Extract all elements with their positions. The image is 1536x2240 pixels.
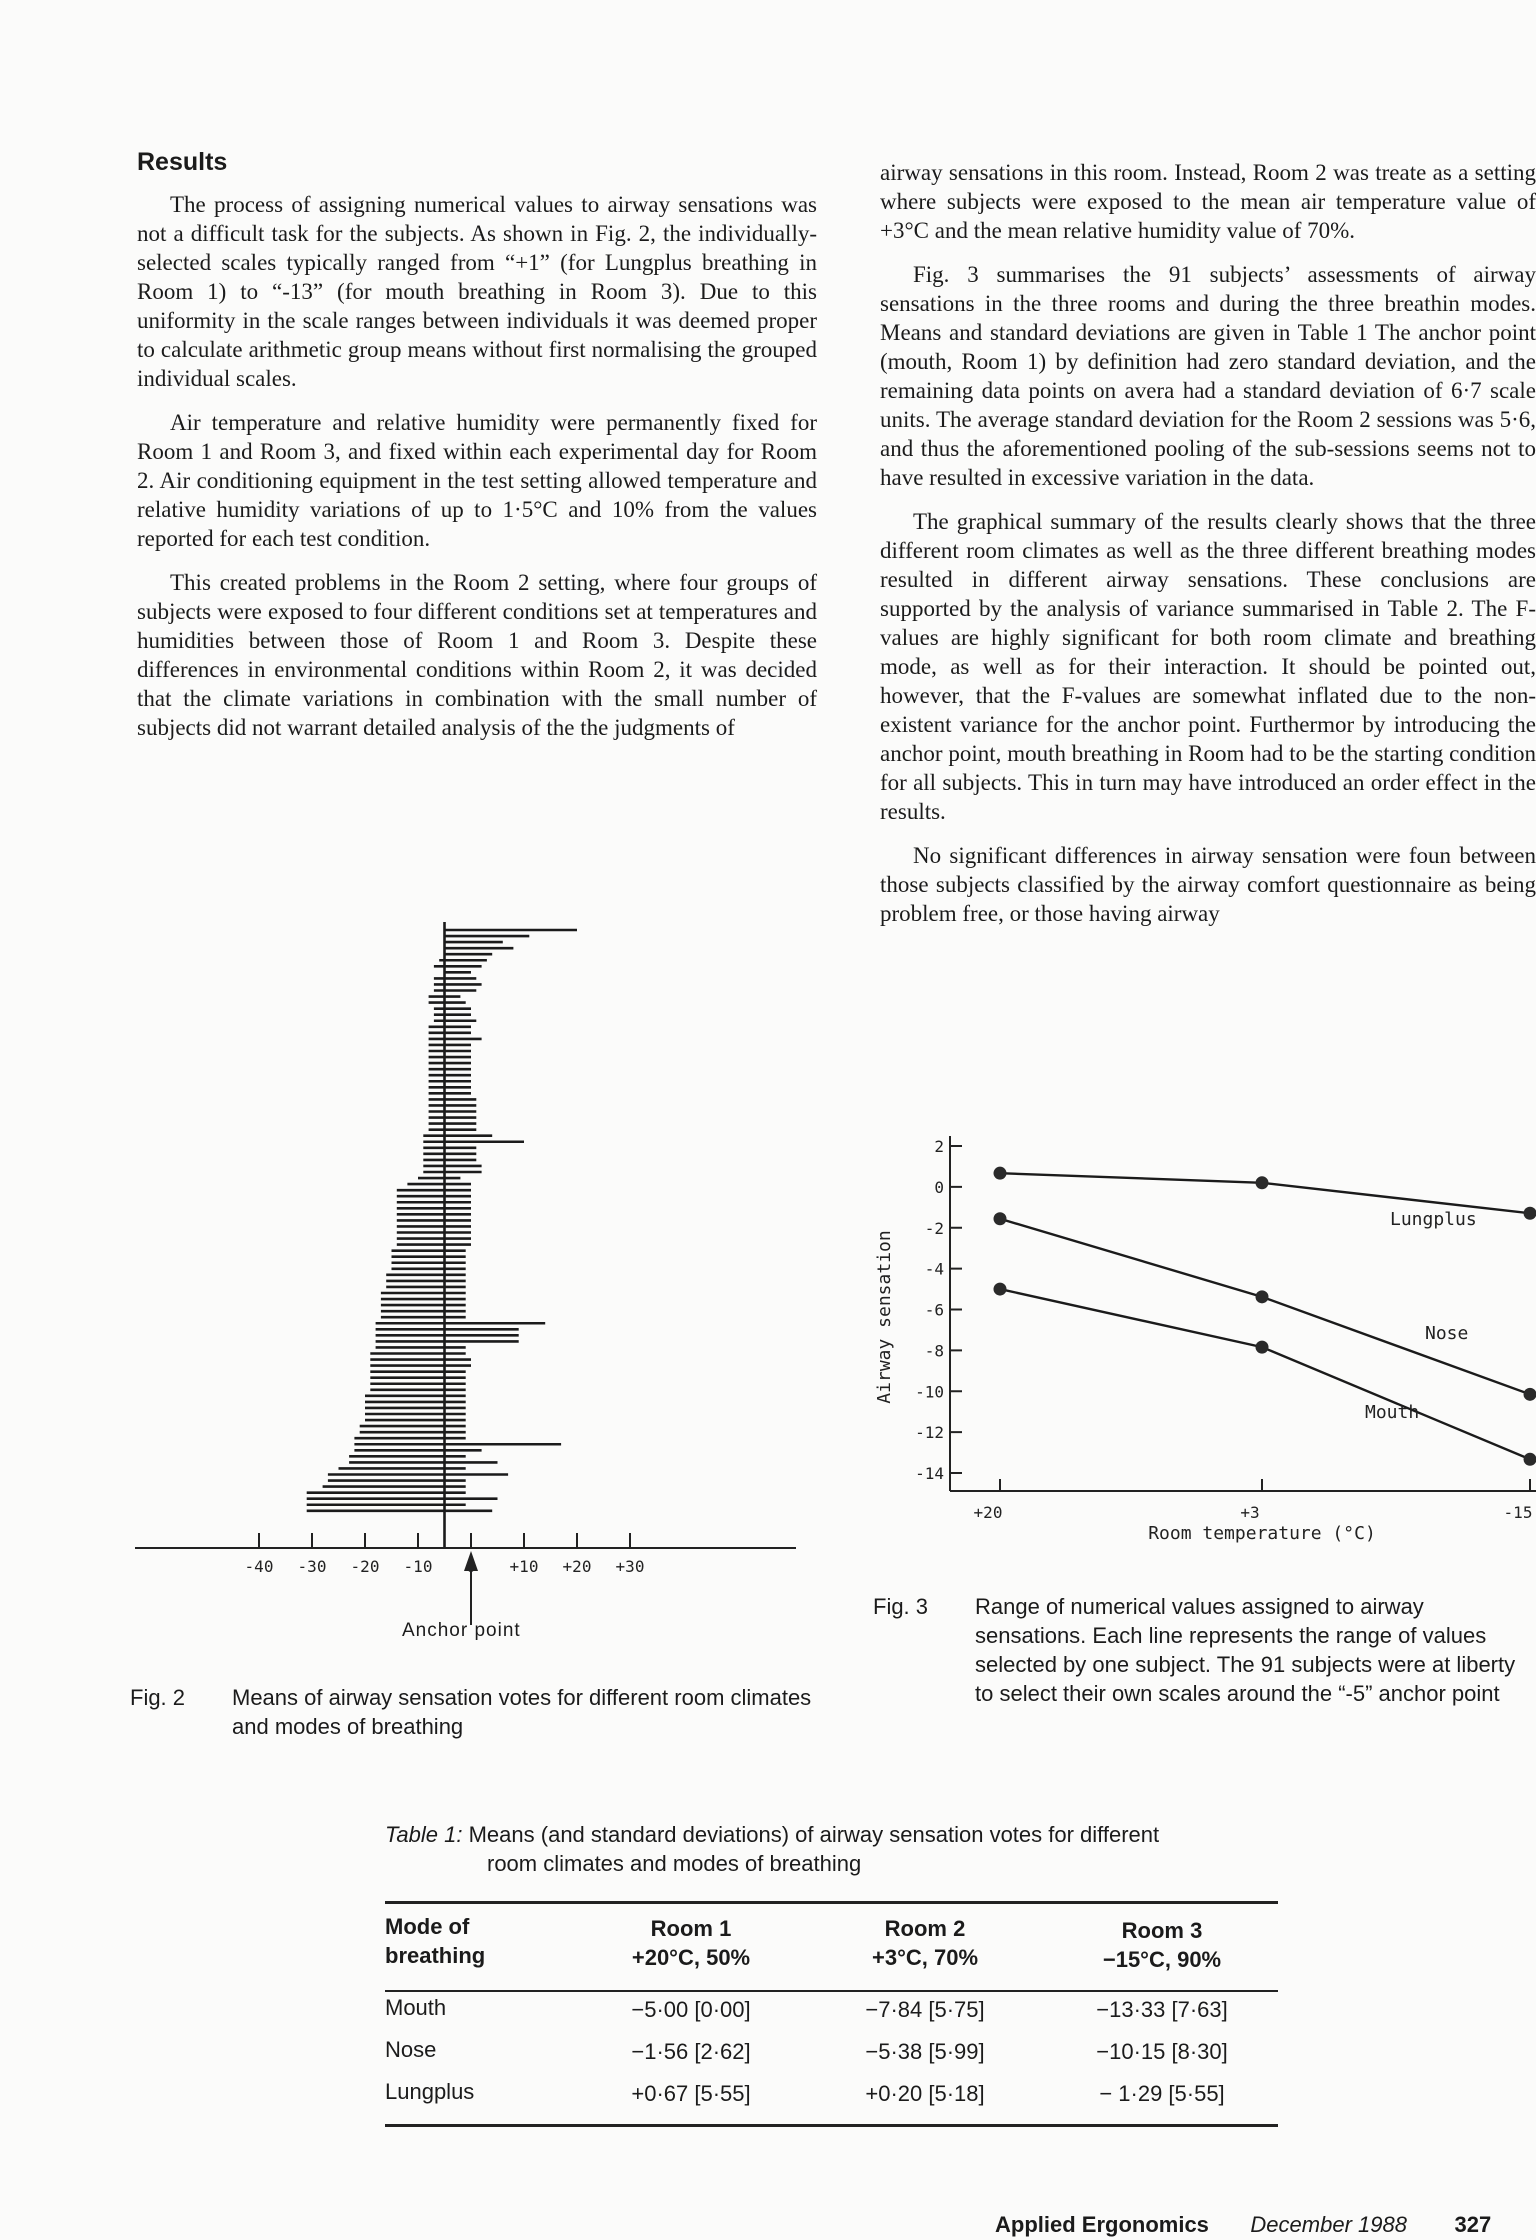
row-mode: Mouth [385,1995,447,2020]
fig3-y-tick-label: -12 [915,1423,944,1443]
table-title-text: Means (and standard deviations) of airway sensation votes for different [468,1822,1160,1847]
fig2-caption-text: Means of airway sensation votes for different room climates and modes of breathing [232,1685,812,1739]
series-label-nose: Nose [1425,1323,1469,1344]
fig2-caption [130,1683,820,1743]
fig3-x-tick-label: -15 [1503,1503,1533,1522]
anchor-point-label: Anchor point [402,1620,521,1641]
fig3-y-tick-label: -10 [915,1382,944,1402]
fig2-caption-number: Fig. 2 [130,1685,186,1710]
fig3-y-axis-label: Airway sensation [874,1230,895,1404]
row-room-2-value: −5·38 [5·99] [865,2039,985,2064]
left-column [137,190,817,757]
row-room-1-value: −1·56 [2·62] [631,2039,751,2064]
row-mode: Lungplus [385,2079,475,2104]
data-point [994,1167,1007,1180]
row-room-2-value: −7·84 [5·75] [865,1997,985,2022]
paragraph: The process of assigning numerical values to airway sensations was not a difficult task for the subjects. As shown in Fig. 2, the individually-selected scales typically ranged from “+1” (for Lungplus breathing in Room 1) to “-13” (for mouth breathing in Room 3). Due to this uniformity in the scale ranges between individuals it was deemed proper to calculate arithmetic group means without first normalising the grouped individual scales. [137,192,817,391]
fig2-range-chart [120,915,820,1645]
section-heading: Results [137,148,228,176]
table-header-rule [385,1990,1278,1992]
header-mode-line1: Mode of [385,1914,470,1939]
journal-name: Applied Ergonomics [995,2212,1209,2237]
fig3-y-tick-label: -4 [924,1259,944,1279]
table-bottom-rule [385,2124,1278,2127]
data-point [1256,1176,1269,1189]
header-room-3-climate: −15°C, 90% [1102,1947,1222,1972]
header-room-1 [581,1914,801,1972]
fig3-caption-text: Range of numerical values assigned to airway sensations. Each line represents the range of values selected by one subject. The 91 subjects were at liberty to select their own scales around the “-5” anchor point [975,1594,1516,1706]
row-mode: Nose [385,2037,437,2062]
issue-date: December 1988 [1250,2212,1407,2237]
page-number: 327 [1454,2212,1492,2237]
table-1 [385,1820,1278,2130]
header-room-2-name: Room 2 [884,1916,966,1941]
page-footer [995,2212,1491,2238]
fig3-y-tick-label: -6 [924,1300,944,1320]
fig2-tick-label: -20 [350,1557,380,1576]
fig3-line-chart [870,1120,1536,1550]
data-point [994,1212,1007,1225]
fig3-x-tick-label: +3 [1240,1503,1260,1522]
paragraph: The graphical summary of the results clearly shows that the three different room climates as well as the three different breathing modes resulted in different airway sensations. These conclusions are supported by the analysis of variance summarised in Table 2. The F-values are highly significant for both room climate and breathing mode, as well as for their interaction. It should be pointed out, however, that the F-values are somewhat inflated due to the non-existent variance for the anchor point. Furthermor by introducing the anchor point, mouth breathing in Room had to be the starting condition for all subjects. This in turn may have introduced an order effect in the results. [880,509,1536,824]
fig2-tick-label: -10 [403,1557,433,1576]
table-top-rule [385,1901,1278,1904]
paragraph: Air temperature and relative humidity were permanently fixed for Room 1 and Room 3, and fixed within each experimental day for Room 2. Air conditioning equipment in the test setting allowed temperature and relative humidity variations of up to 1·5°C and 10% from the values reported for each test condition. [137,410,817,551]
fig2-tick-label: +30 [615,1557,645,1576]
table-title [385,1820,1278,1878]
fig3-caption [873,1592,1536,1742]
fig2-tick-label: +10 [509,1557,539,1576]
header-room-3-name: Room 3 [1121,1918,1203,1943]
fig3-x-axis-label: Room temperature (°C) [1148,1523,1376,1544]
row-room-3-value: −13·33 [7·63] [1096,1997,1228,2022]
fig3-y-tick-label: 0 [934,1177,944,1197]
header-room-2 [815,1914,1035,1972]
row-room-3-value: − 1·29 [5·55] [1099,2081,1225,2106]
header-room-1-climate: +20°C, 50% [631,1945,751,1970]
table-label: Table 1: [385,1822,463,1847]
header-mode [385,1912,485,1970]
fig3-x-tick-label: +20 [973,1503,1003,1522]
fig3-caption-number: Fig. 3 [873,1594,929,1619]
fig3-y-tick-label: -8 [924,1341,944,1361]
data-point [1256,1341,1269,1354]
table-title-text-2: room climates and modes of breathing [487,1851,862,1876]
data-point [1524,1453,1536,1466]
paragraph: airway sensations in this room. Instead, Room 2 was treate as a setting where subjects were exposed to the mean air temperature value of +3°C and the mean relative humidity value of 70%. [880,160,1536,243]
row-room-1-value: +0·67 [5·55] [631,2081,751,2106]
data-point [1524,1207,1536,1220]
paragraph: Fig. 3 summarises the 91 subjects’ assessments of airway sensations in the three rooms and during the three breathin modes. Means and standard deviations are given in Table 1 The anchor point (mouth, Room 1) by definition had zero standard deviation, and the remaining data points on avera had a standard deviation of 6·7 scale units. The average standard deviation for the Room 2 sessions was 5·6, and thus the aforementioned pooling of the sub-sessions seems not to have resulted in excessive variation in the data. [880,262,1536,490]
fig3-y-tick-label: -14 [915,1464,944,1483]
header-room-3 [1052,1916,1272,1974]
data-point [1524,1388,1536,1401]
fig2-tick-label: -30 [297,1557,327,1576]
header-mode-line2: breathing [385,1943,486,1968]
series-label-mouth: Mouth [1365,1402,1420,1423]
fig3-y-tick-label: 2 [934,1137,944,1156]
header-room-2-climate: +3°C, 70% [871,1945,979,1970]
data-point [1256,1290,1269,1303]
row-room-3-value: −10·15 [8·30] [1096,2039,1228,2064]
fig3-y-tick-label: -2 [924,1218,944,1238]
header-room-1-name: Room 1 [650,1916,732,1941]
row-room-1-value: −5·00 [0·00] [631,1997,751,2022]
series-line-mouth [1000,1289,1530,1459]
series-label-lungplus: Lungplus [1390,1209,1477,1230]
fig2-tick-label: -40 [244,1557,274,1576]
right-column [880,158,1536,943]
paragraph: This created problems in the Room 2 setting, where four groups of subjects were exposed to four different conditions set at temperatures and humidities between those of Room 1 and Room 3. Despite these differences in environmental conditions within Room 2, it was decided that the climate variations in combination with the small number of subjects did not warrant detailed analysis of the the judgments of [137,570,817,740]
paragraph: No significant differences in airway sensation were foun between those subjects classified by the airway comfort questionnaire as being problem free, or those having airway [880,843,1536,926]
data-point [994,1283,1007,1296]
fig2-tick-label: +20 [562,1557,592,1576]
row-room-2-value: +0·20 [5·18] [865,2081,985,2106]
